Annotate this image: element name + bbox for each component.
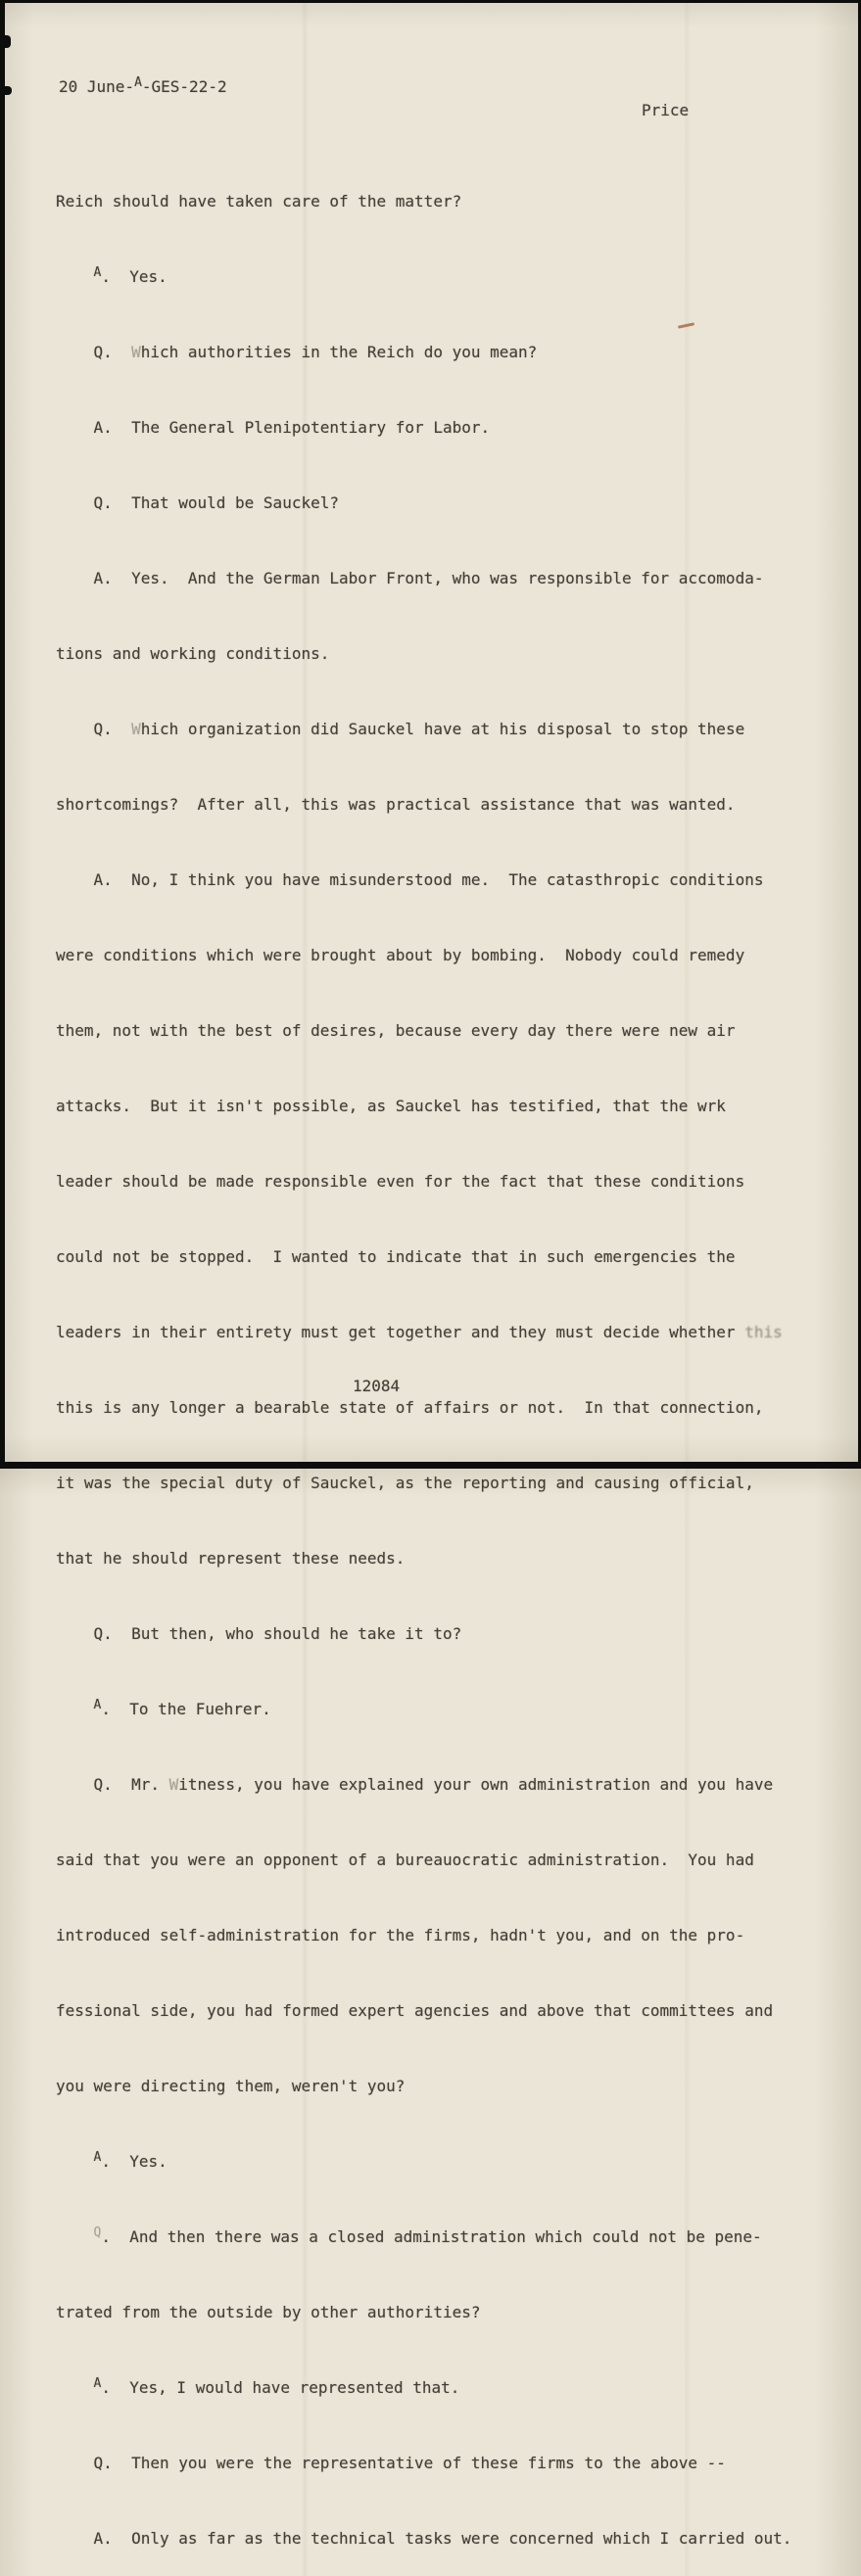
text-segment: A [134,75,142,90]
text-segment: Q. That would be Sauckel? [56,493,339,512]
text-segment: . Yes. [101,2152,167,2171]
text-segment: A. Only as far as the technical tasks were concerned which I carried out. [56,2529,792,2548]
text-segment: Q [93,2225,102,2240]
text-segment: Q. [56,720,132,738]
text-segment: said that you were an opponent of a bureauocratic administration. You had [56,1850,754,1869]
transcript-line [56,1765,861,1803]
text-segment: leaders in their entirety must get together and they must decide whether [56,1323,745,1341]
transcript-line [56,2142,861,2180]
transcript-line [56,408,861,446]
text-segment: this is any longer a bearable state of affairs or not. In that connection, [56,1398,764,1417]
text-segment: . Yes. [101,267,167,286]
text-segment [56,2378,94,2397]
transcript-line [56,559,861,597]
transcript-line [56,333,861,371]
text-segment: A [93,1698,102,1712]
transcript-line [56,710,861,748]
scan-edge-left [0,0,5,1469]
text-segment: Q. But then, who should he take it to? [56,1624,462,1643]
transcript-line [56,1991,861,2030]
text-segment: Q. Mr. [56,1775,169,1794]
scan-edge-top [0,0,861,3]
text-segment [56,1700,94,1718]
text-segment [56,2152,94,2171]
text-segment: Reich should have taken care of the matter? [56,192,462,211]
page-number: 12084 [353,1377,401,1395]
text-segment: Q. Then you were the representative of these firms to the above -- [56,2454,726,2472]
transcript-line [56,258,861,296]
text-segment: fessional side, you had formed expert agencies and above that committees and [56,2001,774,2020]
text-segment: A [93,2150,102,2165]
text-segment: were conditions which were brought about by bombing. Nobody could remedy [56,946,745,964]
text-segment: you were directing them, weren't you? [56,2077,406,2095]
text-segment: Q. [56,343,132,361]
text-segment: attacks. But it isn't possible, as Sauckel has testified, that the wrk [56,1097,726,1115]
transcript-line [56,1388,861,1427]
transcript-line [56,1087,861,1125]
transcript-line [56,1690,861,1728]
transcript-line [56,182,861,220]
text-segment: W [168,1775,179,1794]
text-segment: could not be stopped. I wanted to indicate that in such emergencies the [56,1247,736,1266]
header-speaker-name: Price [642,101,690,119]
text-segment: W [131,343,141,361]
text-segment: shortcomings? After all, this was practical assistance that was wanted. [56,795,736,814]
scan-edge-bottom [0,1462,861,1469]
transcript-body [0,145,861,2576]
scan-notch-mark [0,86,12,95]
transcript-line [56,2218,861,2256]
transcript-line [56,1238,861,1276]
transcript-line [56,1916,861,1954]
transcript-line [56,2519,861,2557]
transcript-line [56,1162,861,1200]
header-date-reference [59,75,227,101]
text-segment: hich authorities in the Reich do you mean? [140,343,538,361]
text-segment: A [93,265,102,280]
text-segment: W [131,720,141,738]
text-segment: . And then there was a closed administration which could not be pene- [101,2227,762,2246]
transcript-line [56,2444,861,2482]
document-header [0,52,861,119]
text-segment: A [93,2376,102,2391]
text-segment: this [744,1323,783,1341]
text-segment: itness, you have explained your own administration and you have [178,1775,774,1794]
scan-notch-mark [0,35,11,48]
text-segment: A. No, I think you have misunderstood me. The catasthropic conditions [56,870,764,889]
text-segment: introduced self-administration for the firms, hadn't you, and on the pro- [56,1926,745,1944]
transcript-line [56,2368,861,2407]
text-segment [56,2227,94,2246]
text-segment: trated from the outside by other authorities? [56,2303,481,2321]
text-segment: . To the Fuehrer. [101,1700,271,1718]
text-segment: -GES-22-2 [141,77,227,96]
text-segment: leader should be made responsible even for the fact that these conditions [56,1172,745,1191]
text-segment [56,267,94,286]
transcript-line [56,2293,861,2331]
transcript-line [56,1011,861,1050]
text-segment: them, not with the best of desires, because every day there were new air [56,1021,736,1040]
transcript-line [56,484,861,522]
transcript-line [56,1539,861,1577]
transcript-line [56,785,861,823]
text-segment: . Yes, I would have represented that. [101,2378,460,2397]
transcript-line [56,2067,861,2105]
transcript-line [56,634,861,673]
text-segment: A. Yes. And the German Labor Front, who was responsible for accomoda- [56,569,764,587]
text-segment: 20 June- [59,77,135,96]
transcript-line [56,861,861,899]
transcript-line [56,1313,861,1351]
text-segment: A. The General Plenipotentiary for Labor. [56,418,491,437]
text-segment: hich organization did Sauckel have at his disposal to stop these [140,720,745,738]
text-segment: it was the special duty of Sauckel, as the reporting and causing official, [56,1474,754,1492]
transcript-line [56,1464,861,1502]
text-segment: tions and working conditions. [56,644,330,663]
transcript-line [56,936,861,974]
transcript-line [56,1615,861,1653]
text-segment: that he should represent these needs. [56,1549,406,1568]
transcript-line [56,1841,861,1879]
